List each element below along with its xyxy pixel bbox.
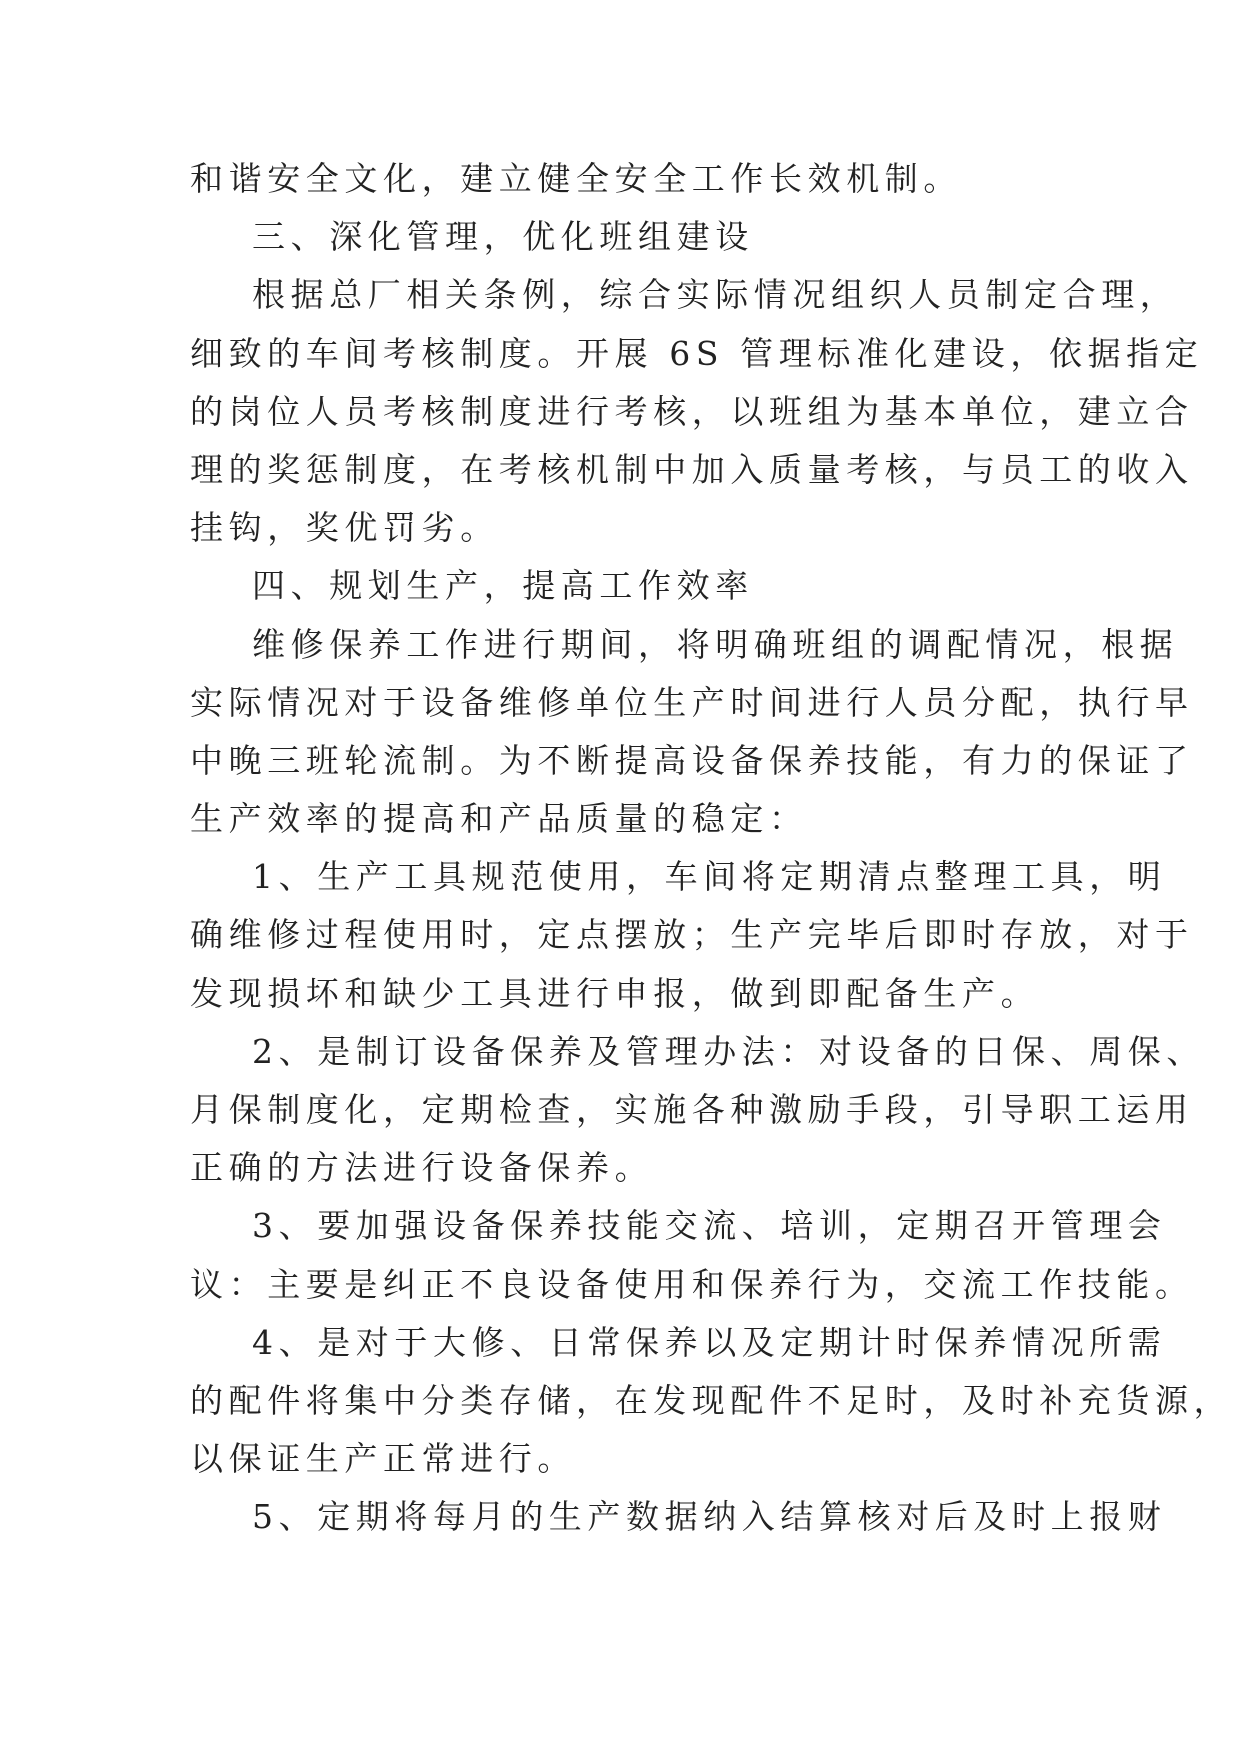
text-line: 以保证生产正常进行。 (190, 1439, 576, 1479)
text-line: 月保制度化，定期检查，实施各种激励手段，引导职工运用 (190, 1090, 1194, 1129)
list-item-line: 5、定期将每月的生产数据纳入结算核对后及时上报财 (252, 1497, 1167, 1537)
text-line: 生产效率的提高和产品质量的稳定： (190, 799, 808, 839)
text-line: 中晚三班轮流制。为不断提高设备保养技能，有力的保证了 (190, 740, 1194, 780)
document-body (190, 150, 1233, 1547)
text-line: 的岗位人员考核制度进行考核，以班组为基本单位，建立合 (190, 391, 1194, 431)
list-item-line: 1、生产工具规范使用，车间将定期清点整理工具，明 (252, 857, 1167, 897)
list-item-line: 3、要加强设备保养技能交流、培训，定期召开管理会 (252, 1206, 1167, 1246)
text-line: 维修保养工作进行期间，将明确班组的调配情况，根据 (252, 624, 1179, 664)
text-line: 正确的方法进行设备保养。 (190, 1148, 654, 1188)
list-item-line: 2、是制订设备保养及管理办法：对设备的日保、周保、 (252, 1031, 1205, 1071)
text-line: 确维修过程使用时，定点摆放；生产完毕后即时存放，对于 (190, 915, 1194, 955)
text-line: 实际情况对于设备维修单位生产时间进行人员分配，执行早 (190, 682, 1194, 722)
text-line: 细致的车间考核制度。开展 6S 管理标准化建设，依据指定 (190, 333, 1204, 373)
list-item-line: 4、是对于大修、日常保养以及定期计时保养情况所需 (252, 1322, 1167, 1362)
text-line: 挂钩，奖优罚劣。 (190, 508, 499, 548)
text-line: 议：主要是纠正不良设备使用和保养行为，交流工作技能。 (190, 1264, 1194, 1304)
text-line: 的配件将集中分类存储，在发现配件不足时，及时补充货源， (190, 1380, 1233, 1420)
text-line: 和谐安全文化，建立健全安全工作长效机制。 (190, 159, 962, 198)
text-line: 根据总厂相关条例，综合实际情况组织人员制定合理， (252, 275, 1179, 315)
section-heading: 四、规划生产，提高工作效率 (252, 566, 754, 606)
section-heading: 三、深化管理，优化班组建设 (252, 217, 754, 257)
text-line: 发现损坏和缺少工具进行申报，做到即配备生产。 (190, 973, 1040, 1013)
text-line: 理的奖惩制度，在考核机制中加入质量考核，与员工的收入 (190, 449, 1194, 489)
